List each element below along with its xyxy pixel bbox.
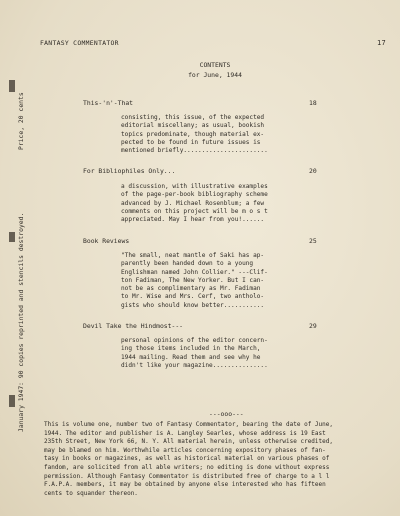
entry-description <box>121 252 326 310</box>
colophon-paragraph <box>44 421 389 498</box>
description-line: advanced by J. Michael Rosenblum; a few <box>121 199 265 207</box>
ink-mark <box>9 80 15 92</box>
description-line: gists who should know better........... <box>121 301 265 309</box>
description-line: "The small, neat mantle of Saki has ap- <box>121 252 265 259</box>
entry-page-number: 25 <box>309 237 317 245</box>
ink-mark <box>9 395 15 407</box>
description-line: not be as complimentary as Mr. Fadiman <box>121 285 261 292</box>
entry-title: Book Reviews <box>83 237 130 245</box>
entry-title: For Bibliophiles Only... <box>83 167 176 175</box>
description-line: topics predominate, though material ex- <box>121 130 265 138</box>
description-line: a discussion, with illustrative examples <box>121 183 268 190</box>
entry-title: This-'n'-That <box>83 99 134 107</box>
colophon-line: tasy in books or magazines, as well as historical material on various phases of <box>44 455 330 463</box>
description-line: mentioned briefly....................... <box>121 147 268 154</box>
contents-heading: CONTENTS <box>199 61 231 69</box>
description-line: 1944 mailing. Read them and see why he <box>121 353 261 361</box>
colophon-line: 235th Street, New York 66, N. Y. All material herein, unless otherwise credited, <box>44 438 333 446</box>
description-line: didn't like your magazine............... <box>121 361 268 369</box>
colophon-line: permission. Although Fantasy Commentator is distributed free of charge to a l l <box>44 472 330 480</box>
description-line: comments on this project will be m o s t <box>121 207 268 215</box>
description-line: parently been handed down to a young <box>121 260 254 268</box>
entry-title: Devil Take the Hindmost--- <box>83 322 184 330</box>
description-line: ing those items included in the March, <box>121 345 261 353</box>
colophon-line: may be blamed on him. Worthwhile articles concerning expository phases of fan- <box>44 446 326 454</box>
side-price-text: Price, 20 cents <box>17 92 25 150</box>
colophon-line: 1944. The editor and publisher is A. Langley Searles, whose address is 19 East <box>44 429 326 437</box>
description-line: to Mr. Wise and Mrs. Cerf, two antholo- <box>121 293 265 301</box>
description-line: of the page-per-book bibliography scheme <box>121 191 268 199</box>
entry-page-number: 29 <box>309 322 317 330</box>
section-separator: ---ooo--- <box>209 410 244 418</box>
running-header-title: FANTASY COMMENTATOR <box>40 39 119 47</box>
entry-page-number: 20 <box>309 167 317 175</box>
colophon-line: This is volume one, number two of Fantasy Commentator, bearing the date of June, <box>44 421 333 428</box>
description-line: Englishman named John Collier." ---Clif- <box>121 268 268 276</box>
ink-mark <box>9 232 15 242</box>
side-reprint-note: January 1947: 90 copies reprinted and stencils destroyed. <box>17 212 25 432</box>
colophon-line: cents to squander thereon. <box>44 489 138 497</box>
colophon-line: F.A.P.A. members, it may be obtained by anyone else interested who has fifteen <box>44 481 326 489</box>
description-line: pected to be found in future issues is <box>121 138 261 146</box>
description-line: consisting, this issue, of the expected <box>121 114 265 121</box>
page-number: 17 <box>377 39 387 47</box>
colophon-line: fandom, are solicited from all able writers; no editing is done without express <box>44 463 330 471</box>
entry-description <box>121 114 326 155</box>
contents-date: for June, 1944 <box>188 71 242 79</box>
entry-description <box>121 183 326 224</box>
description-line: ton Fadiman, The New Yorker. But I can- <box>121 276 265 284</box>
entry-description <box>121 337 326 370</box>
description-line: personal opinions of the editor concern- <box>121 337 268 344</box>
description-line: appreciated. May I hear from you!...... <box>121 216 265 223</box>
description-line: editorial miscellany; as usual, bookish <box>121 122 265 130</box>
entry-page-number: 18 <box>309 99 317 107</box>
